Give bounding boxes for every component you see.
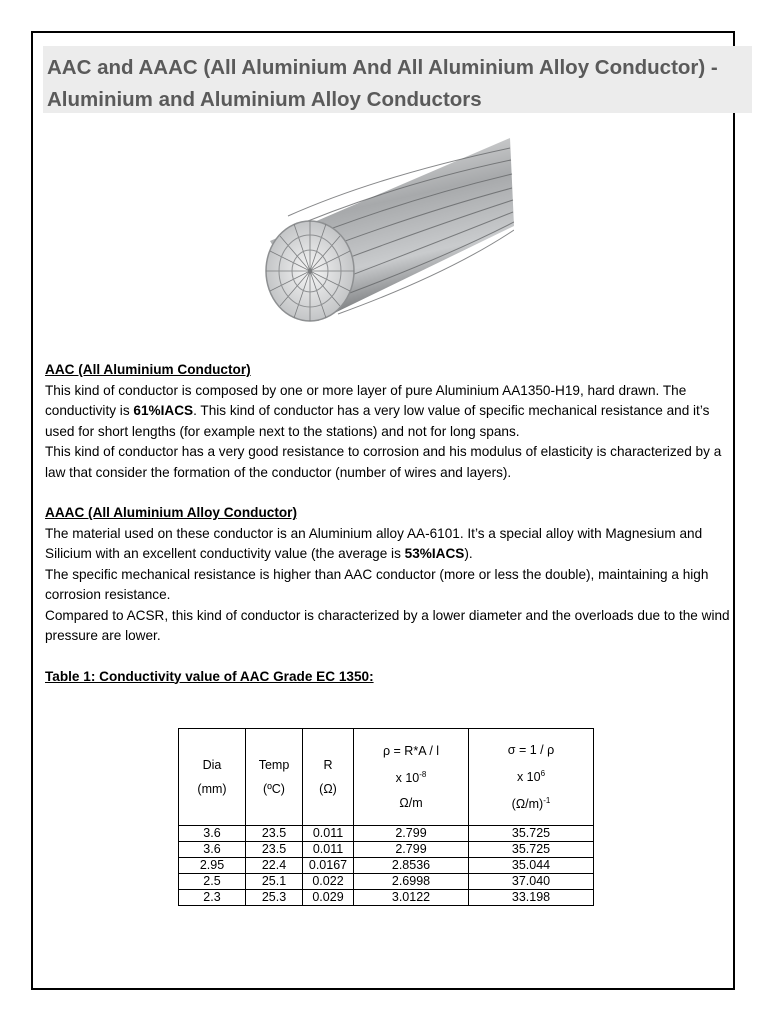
table-cell: 33.198 <box>469 890 594 906</box>
table-cell: 0.022 <box>303 874 354 890</box>
table-cell: 35.725 <box>469 826 594 842</box>
stranded-aluminium-cable-image <box>258 136 514 336</box>
aaac-paragraph-1-text-a: The material used on these conductor is an Aluminium alloy AA-6101. It’s a special alloy with Magnesium and Silicium with an excellent conductivity value (the average is <box>45 525 703 561</box>
page-title: AAC and AAAC (All Aluminium And All Aluminium Alloy Conductor) - Aluminium and Aluminium Alloy Conductors <box>47 56 718 111</box>
table-cell: 3.0122 <box>354 890 469 906</box>
aaac-paragraph-2: The specific mechanical resistance is higher than AAC conductor (more or less the double), maintaining a high corrosion resistance. <box>45 566 709 602</box>
aaac-conductivity-value: 53%IACS <box>404 546 465 561</box>
table-row <box>179 874 594 890</box>
table-cell: 2.8536 <box>354 858 469 874</box>
header-rho: ρ = R*A / l x $10^{-8}$ Ω/m <box>354 729 469 826</box>
document-body <box>45 360 735 687</box>
table-cell: 25.3 <box>246 890 303 906</box>
aac-paragraph-1-text-a: This kind of conductor is composed by one or more layer of pure Aluminium AA1350-H19, hard drawn. The conductivity is <box>45 382 687 418</box>
aaac-paragraph-1-text-b: ). <box>464 546 473 561</box>
table-row <box>179 842 594 858</box>
aaac-paragraph-1 <box>45 524 735 565</box>
aac-paragraph-1 <box>45 381 735 443</box>
table-caption: Table 1: Conductivity value of AAC Grade EC 1350: <box>45 668 374 684</box>
table-cell: 23.5 <box>246 826 303 842</box>
table-cell: 3.6 <box>179 826 246 842</box>
aac-paragraph-1-text-b: . This kind of conductor has a very low value of specific mechanical resistance and it’s used for short lengths (for example next to the stations) and not for long spans. <box>45 403 710 439</box>
aac-paragraph-2: This kind of conductor has a very good resistance to corrosion and his modulus of elasticity is characterized by a law that consider the formation of the conductor (number of wires and layers). <box>45 444 722 480</box>
aaac-paragraph-3: Compared to ACSR, this kind of conductor is characterized by a lower diameter and the overloads due to the wind pressure are lower. <box>45 607 730 643</box>
table-cell: 0.029 <box>303 890 354 906</box>
aaac-heading: AAAC (All Aluminium Alloy Conductor) <box>45 505 297 520</box>
table-cell: 0.011 <box>303 826 354 842</box>
aac-conductivity-value: 61%IACS <box>133 403 194 418</box>
header-sigma: σ = 1 / ρ x $10^6$ $(\Omega/m)^{-1}$ <box>469 729 594 826</box>
table-row <box>179 858 594 874</box>
header-dia: Dia (mm) <box>179 729 246 826</box>
title-banner <box>43 46 752 113</box>
header-temp: Temp (ºC) <box>246 729 303 826</box>
table-cell: 3.6 <box>179 842 246 858</box>
table-cell: 2.3 <box>179 890 246 906</box>
table-cell: 2.6998 <box>354 874 469 890</box>
table-cell: 25.1 <box>246 874 303 890</box>
table-cell: 2.95 <box>179 858 246 874</box>
table-cell: 35.725 <box>469 842 594 858</box>
conductivity-table <box>178 728 594 906</box>
table-cell: 22.4 <box>246 858 303 874</box>
table-cell: 23.5 <box>246 842 303 858</box>
table-row <box>179 826 594 842</box>
table-cell: 35.044 <box>469 858 594 874</box>
table-cell: 0.011 <box>303 842 354 858</box>
table-header-row <box>179 729 594 826</box>
table-cell: 2.799 <box>354 842 469 858</box>
table-cell: 0.0167 <box>303 858 354 874</box>
aac-heading: AAC (All Aluminium Conductor) <box>45 362 251 377</box>
table-cell: 2.799 <box>354 826 469 842</box>
header-r: R (Ω) <box>303 729 354 826</box>
table-cell: 37.040 <box>469 874 594 890</box>
table-cell: 2.5 <box>179 874 246 890</box>
table-row <box>179 890 594 906</box>
